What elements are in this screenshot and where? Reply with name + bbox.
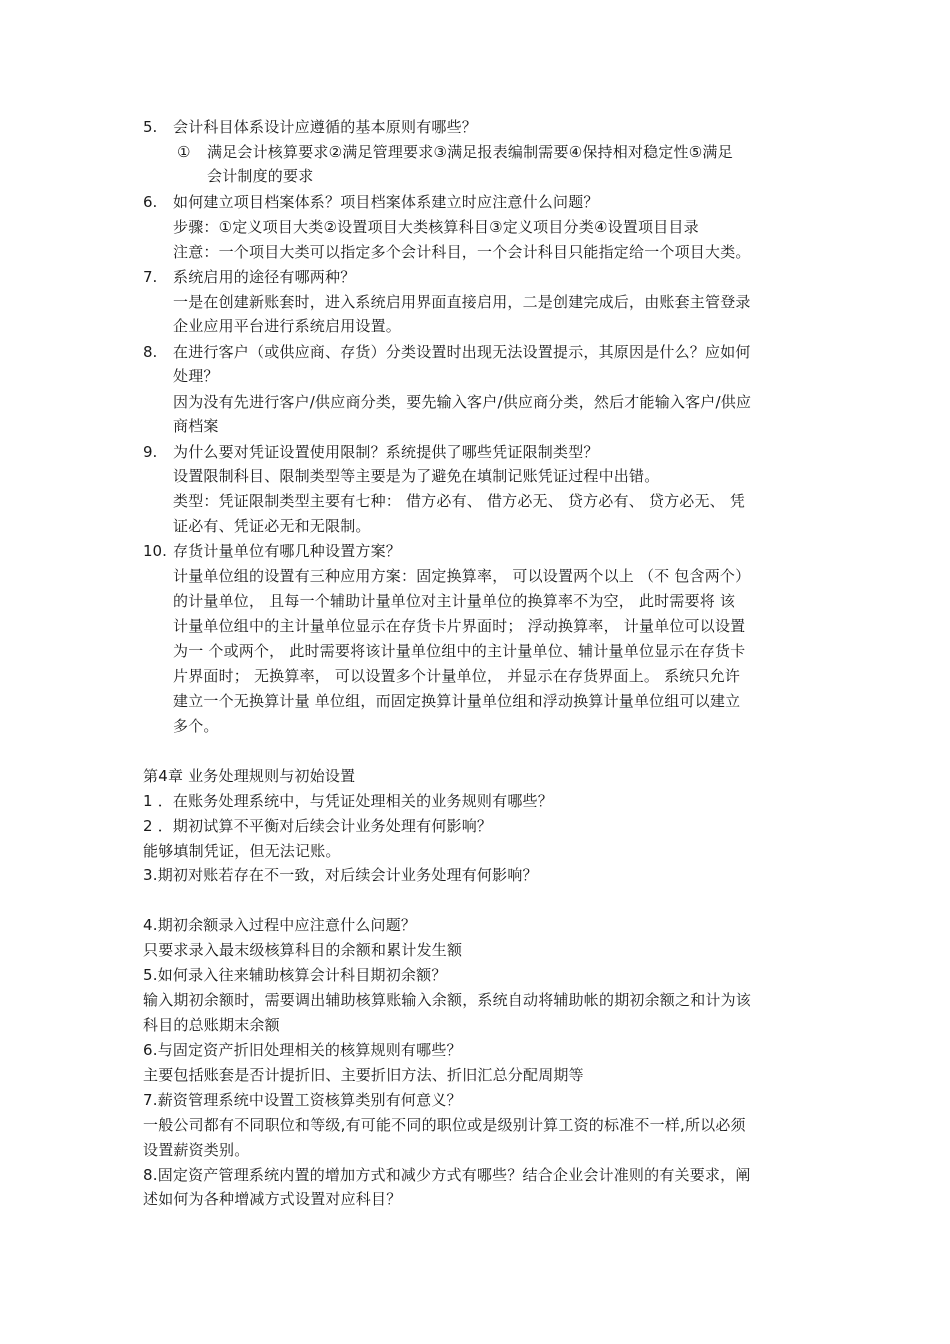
- chapter-line: 述如何为各种增减方式设置对应科目？: [143, 1190, 402, 1208]
- chapter-line: 主要包括账套是否计提折旧、主要折旧方法、折旧汇总分配周期等: [143, 1066, 584, 1084]
- answer-5-line-1: 满足会计核算要求②满足管理要求③满足报表编制需要④保持相对稳定性⑤满足: [207, 143, 733, 161]
- chapter-heading: 第4章 业务处理规则与初始设置: [143, 767, 356, 785]
- question-7: 系统启用的途径有哪两种？: [173, 268, 356, 286]
- question-number-7: 7.: [143, 268, 158, 286]
- chapter-line: 7.薪资管理系统中设置工资核算类别有何意义？: [143, 1091, 462, 1109]
- question-number-5: 5.: [143, 118, 158, 136]
- chapter-line: 5.如何录入往来辅助核算会计科目期初余额？: [143, 966, 447, 984]
- answer-10-line-1: 计量单位组的设置有三种应用方案：固定换算率， 可以设置两个以上 （不 包含两个）: [173, 567, 751, 585]
- chapter-line: 3.期初对账若存在不一致，对后续会计业务处理有何影响？: [143, 866, 538, 884]
- answer-6-line-2: 注意：一个项目大类可以指定多个会计科目，一个会计科目只能指定给一个项目大类。: [173, 243, 751, 261]
- question-number-9: 9.: [143, 443, 158, 461]
- chapter-line: 6.与固定资产折旧处理相关的核算规则有哪些？: [143, 1041, 462, 1059]
- answer-10-line-7: 多个。: [173, 717, 219, 735]
- question-8-line-2: 处理？: [173, 367, 219, 385]
- question-number-8: 8.: [143, 343, 158, 361]
- answer-9-line-1: 设置限制科目、限制类型等主要是为了避免在填制记账凭证过程中出错。: [173, 467, 660, 485]
- answer-10-line-2: 的计量单位， 且每一个辅助计量单位对主计量单位的换算率不为空， 此时需要将 该: [173, 592, 736, 610]
- question-5: 会计科目体系设计应遵循的基本原则有哪些？: [173, 118, 478, 136]
- question-number-10: 10.: [143, 542, 167, 560]
- answer-9-line-2: 类型：凭证限制类型主要有七种： 借方必有、 借方必无、 贷方必有、 贷方必无、 凭: [173, 492, 746, 510]
- question-9: 为什么要对凭证设置使用限制？系统提供了哪些凭证限制类型？: [173, 443, 599, 461]
- chapter-line: 只要求录入最末级核算科目的余额和累计发生额: [143, 941, 463, 959]
- question-number-6: 6.: [143, 193, 158, 211]
- answer-marker-5: ①: [177, 143, 191, 161]
- answer-7-line-2: 企业应用平台进行系统启用设置。: [173, 317, 402, 335]
- chapter-line: 一般公司都有不同职位和等级,有可能不同的职位或是级别计算工资的标准不一样,所以必须: [143, 1116, 746, 1134]
- answer-10-line-4: 为一 个或两个， 此时需要将该计量单位组中的主计量单位、辅计量单位显示在存货卡: [173, 642, 746, 660]
- chapter-line: 1 ．在账务处理系统中，与凭证处理相关的业务规则有哪些？: [143, 792, 553, 810]
- chapter-line: 设置薪资类别。: [143, 1141, 250, 1159]
- answer-10-line-6: 建立一个无换算计量 单位组，而固定换算计量单位组和浮动换算计量单位组可以建立: [173, 692, 741, 710]
- chapter-line: 输入期初余额时，需要调出辅助核算账输入余额，系统自动将辅助帐的期初余额之和计为该: [143, 991, 752, 1009]
- answer-5-line-2: 会计制度的要求: [207, 167, 314, 185]
- question-8-line-1: 在进行客户（或供应商、存货）分类设置时出现无法设置提示，其原因是什么？应如何: [173, 343, 751, 361]
- chapter-line: 2 ．期初试算不平衡对后续会计业务处理有何影响？: [143, 817, 493, 835]
- answer-8-line-2: 商档案: [173, 417, 219, 435]
- question-10: 存货计量单位有哪几种设置方案？: [173, 542, 402, 560]
- answer-6-line-1: 步骤：①定义项目大类②设置项目大类核算科目③定义项目分类④设置项目目录: [173, 218, 699, 236]
- chapter-line: 4.期初余额录入过程中应注意什么问题？: [143, 916, 417, 934]
- answer-10-line-3: 计量单位组中的主计量单位显示在存货卡片界面时； 浮动换算率， 计量单位可以设置: [173, 617, 746, 635]
- answer-10-line-5: 片界面时； 无换算率， 可以设置多个计量单位， 并显示在存货界面上。 系统只允许: [173, 667, 741, 685]
- chapter-line: 8.固定资产管理系统内置的增加方式和减少方式有哪些？结合企业会计准则的有关要求，阐: [143, 1166, 751, 1184]
- answer-9-line-3: 证必有、凭证必无和无限制。: [173, 517, 371, 535]
- question-6: 如何建立项目档案体系？项目档案体系建立时应注意什么问题？: [173, 193, 599, 211]
- answer-8-line-1: 因为没有先进行客户/供应商分类，要先输入客户/供应商分类，然后才能输入客户/供应: [173, 393, 752, 411]
- chapter-line: 科目的总账期末余额: [143, 1016, 280, 1034]
- answer-7-line-1: 一是在创建新账套时，进入系统启用界面直接启用，二是创建完成后，由账套主管登录: [173, 293, 751, 311]
- chapter-line: 能够填制凭证，但无法记账。: [143, 842, 341, 860]
